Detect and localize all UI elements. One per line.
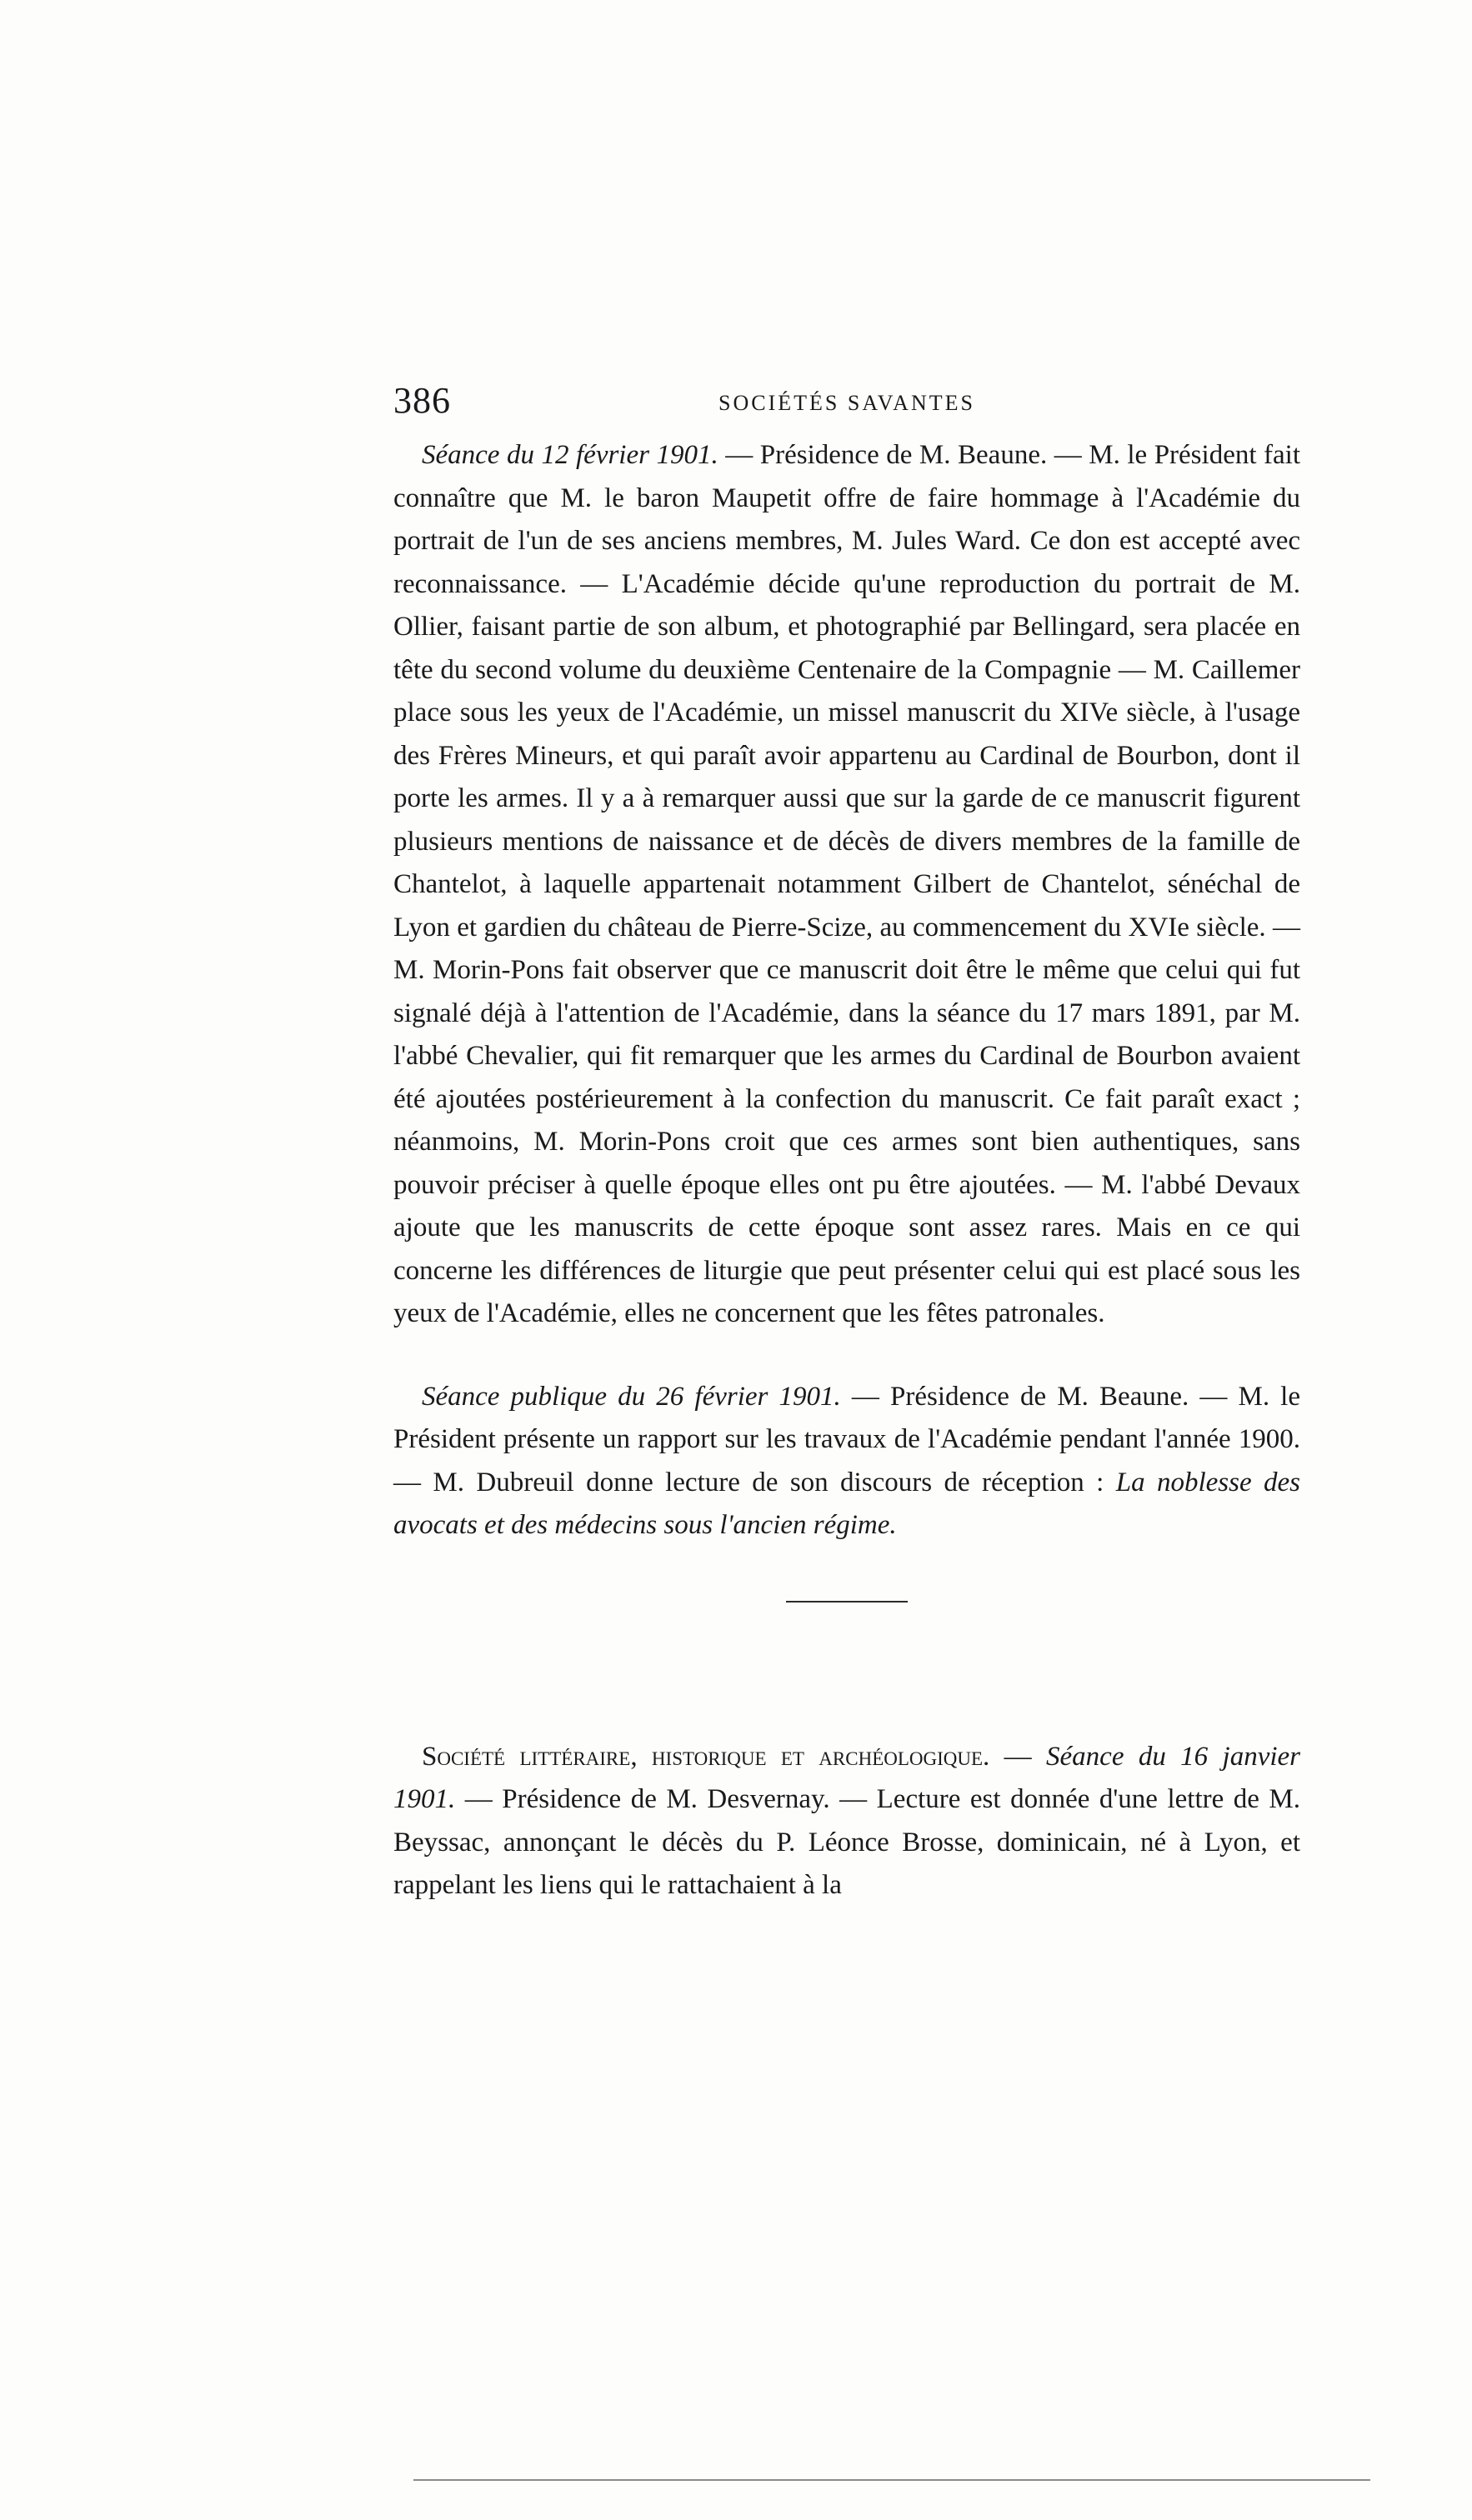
seance-date: Séance du 12 février 1901. [422, 440, 718, 470]
page-header [393, 379, 1300, 429]
section-divider [786, 1601, 908, 1602]
discours-title: La noblesse des avocats et des médecins sous l'ancien régime. [393, 1467, 1300, 1540]
dash: — [989, 1741, 1047, 1772]
document-page [393, 379, 1300, 1908]
society-name: Société littéraire, historique et archéologique. [422, 1741, 990, 1772]
seance-date: Séance du 16 janvier 1901. [393, 1741, 1301, 1814]
paragraph-text: — Présidence de M. Beaune. — M. le Président présente un rapport sur les travaux de l'Académie pendant l'année 1900. — M. Dubreuil donne lecture de son discours de réception : [393, 1381, 1301, 1498]
bottom-edge-line [413, 2479, 1370, 2481]
running-head: SOCIÉTÉS SAVANTES [718, 391, 975, 415]
societe-litteraire-paragraph [393, 1736, 1300, 1908]
seance-date: Séance publique du 26 février 1901. [422, 1381, 841, 1412]
seance-26-fevrier-paragraph [393, 1376, 1300, 1548]
page-number: 386 [393, 380, 451, 421]
seance-12-fevrier-paragraph [393, 434, 1300, 1336]
paragraph-text: — Présidence de M. Beaune. — M. le Président fait connaître que M. le baron Maupetit offre de faire hommage à l'Académie du portrait de l'un de ses anciens membres, M. Jules Ward. Ce don est accepté avec reconnaissance. — L'Académie décide qu'une reproduction du portrait de M. Ollier, faisant partie de son album, et photographié par Bellingard, sera placée en tête du second volume du deuxième Centenaire de la Compagnie — M. Caillemer place sous les yeux de l'Académie, un missel manuscrit du XIVe siècle, à l'usage des Frères Mineurs, et qui paraît avoir appartenu au Cardinal de Bourbon, dont il porte les armes. Il y a à remarquer aussi que sur la garde de ce manuscrit figurent plusieurs mentions de naissance et de décès de divers membres de la famille de Chantelot, à laquelle appartenait notamment Gilbert de Chantelot, sénéchal de Lyon et gardien du château de Pierre-Scize, au commencement du XVIe siècle. — M. Morin-Pons fait observer que ce manuscrit doit être le même que celui qui fut signalé déjà à l'attention de l'Académie, dans la séance du 17 mars 1891, par M. l'abbé Chevalier, qui fit remarquer que les armes du Cardinal de Bourbon avaient été ajoutées postérieurement à la confection du manuscrit. Ce fait paraît exact ; néanmoins, M. Morin-Pons croit que ces armes sont bien authentiques, sans pouvoir préciser à quelle époque elles ont pu être ajoutées. — M. l'abbé Devaux ajoute que les manuscrits de cette époque sont assez rares. Mais en ce qui concerne les différences de liturgie que peut présenter celui qui est placé sous les yeux de l'Académie, elles ne concernent que les fêtes patronales. [393, 440, 1301, 1328]
paragraph-text: — Présidence de M. Desvernay. — Lecture est donnée d'une lettre de M. Beyssac, annonçant le décès du P. Léonce Brosse, dominicain, né à Lyon, et rappelant les liens qui le rattachaient à la [393, 1784, 1300, 1900]
